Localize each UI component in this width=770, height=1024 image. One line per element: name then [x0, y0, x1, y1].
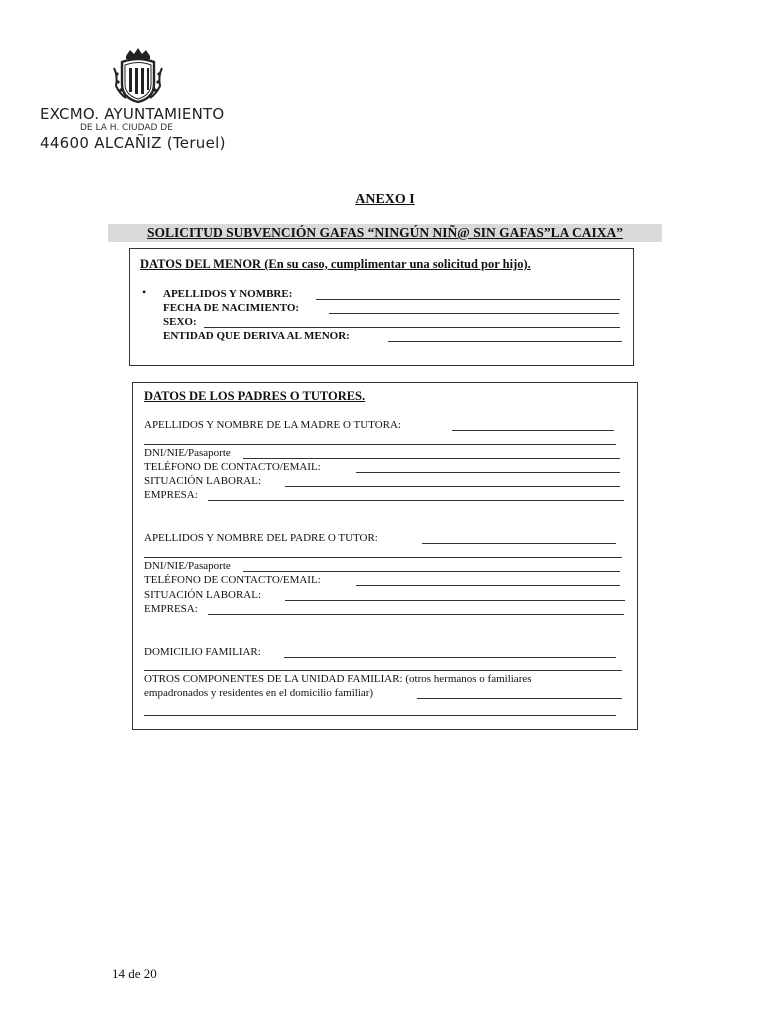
mother-phone-label: TELÉFONO DE CONTACTO/EMAIL: [144, 461, 321, 473]
org-address: 44600 ALCAÑIZ (Teruel) [40, 134, 226, 152]
minor-sex-field[interactable] [204, 327, 620, 328]
father-job-label: SITUACIÓN LABORAL: [144, 589, 262, 601]
minor-birthdate-field[interactable] [329, 313, 619, 314]
mother-job-field[interactable] [285, 486, 620, 487]
father-dni-field[interactable] [243, 571, 620, 572]
page-number: 14 de 20 [112, 966, 157, 981]
coat-of-arms-icon [112, 46, 164, 104]
mother-job-label: SITUACIÓN LABORAL: [144, 475, 262, 487]
others-label-note: (otros hermanos o familiares [402, 673, 532, 685]
org-name: EXCMO. AYUNTAMIENTO [40, 105, 225, 123]
father-phone-label: TELÉFONO DE CONTACTO/EMAIL: [144, 574, 321, 586]
minor-referrer-field[interactable] [388, 341, 622, 342]
others-label [144, 672, 532, 686]
minor-name-field[interactable] [316, 299, 620, 300]
mother-phone-field[interactable] [356, 472, 620, 473]
parents-section-heading: DATOS DE LOS PADRES O TUTORES. [144, 389, 366, 403]
father-company-label: EMPRESA: [144, 603, 198, 615]
mother-company-field[interactable] [208, 500, 624, 501]
minor-name-label: APELLIDOS Y NOMBRE: [163, 288, 293, 300]
father-name-field[interactable] [422, 543, 616, 544]
father-dni-label: DNI/NIE/Pasaporte [144, 560, 231, 572]
mother-company-label: EMPRESA: [144, 489, 198, 501]
father-job-field[interactable] [285, 600, 625, 601]
others-field[interactable] [417, 698, 622, 699]
document-subject: SOLICITUD SUBVENCIÓN GAFAS “NINGÚN NIÑ@ SIN GAFAS”LA CAIXA” [108, 224, 662, 242]
others-field-cont[interactable] [144, 715, 616, 716]
father-name-label: APELLIDOS Y NOMBRE DEL PADRE O TUTOR: [144, 532, 378, 544]
minor-birthdate-label: FECHA DE NACIMIENTO: [163, 302, 300, 314]
minor-section-heading: DATOS DEL MENOR (En su caso, cumplimentar una solicitud por hijo). [140, 257, 531, 271]
father-phone-field[interactable] [356, 585, 620, 586]
minor-referrer-label: ENTIDAD QUE DERIVA AL MENOR: [163, 330, 350, 342]
document-title: ANEXO I [355, 192, 415, 207]
others-note-line2: empadronados y residentes en el domicilio familiar) [144, 687, 374, 699]
minor-sex-label: SEXO: [163, 316, 197, 328]
address-field-cont[interactable] [144, 670, 622, 671]
mother-name-field-cont[interactable] [144, 444, 616, 445]
mother-dni-label: DNI/NIE/Pasaporte [144, 447, 231, 459]
address-field[interactable] [284, 657, 616, 658]
address-label: DOMICILIO FAMILIAR: [144, 646, 261, 658]
bullet-icon: • [142, 285, 147, 299]
others-label-main: OTROS COMPONENTES DE LA UNIDAD FAMILIAR: [144, 673, 403, 685]
org-subtitle: DE LA H. CIUDAD DE [80, 123, 173, 133]
mother-name-field[interactable] [452, 430, 614, 431]
father-name-field-cont[interactable] [144, 557, 622, 558]
mother-name-label: APELLIDOS Y NOMBRE DE LA MADRE O TUTORA: [144, 419, 401, 431]
mother-dni-field[interactable] [243, 458, 620, 459]
father-company-field[interactable] [208, 614, 624, 615]
